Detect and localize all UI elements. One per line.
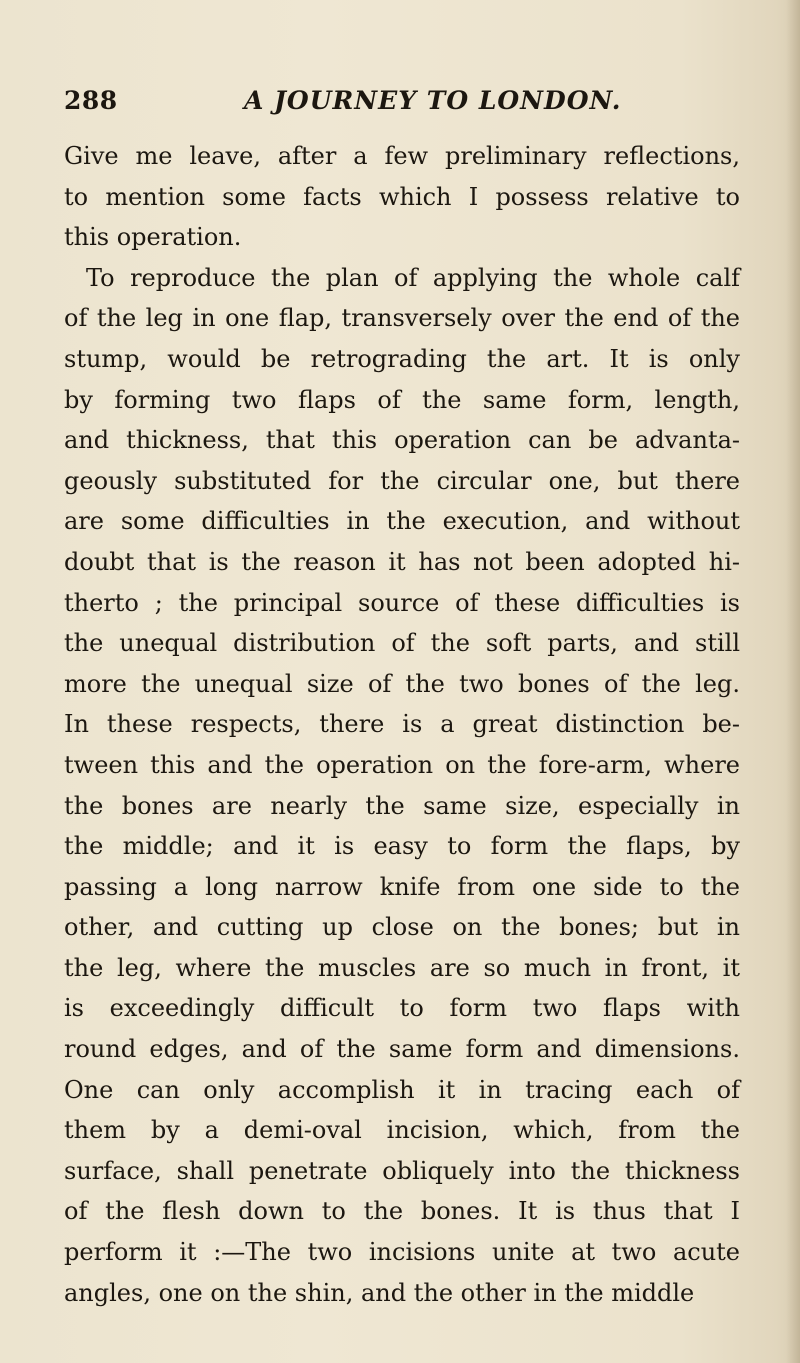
text-line: To reproduce the plan of applying the whole calf [86,263,740,292]
text-line: Give me leave, after a few preliminary reflections, [64,142,740,170]
text-line: more the unequal size of the two bones of the leg. [64,669,740,698]
text-line: the middle; and it is easy to form the flaps, by [64,832,740,861]
text-line: are some difficulties in the execution, and without [64,507,740,536]
text-line: to mention some facts which I possess relative to [64,182,740,211]
text-line: geously substituted for the circular one, but there [64,466,740,495]
running-title: A JOURNEY TO LONDON. [244,86,622,115]
text-line: angles, one on the shin, and the other in the middle [64,1278,695,1307]
running-header [64,86,744,126]
body-text [64,136,740,1313]
text-line: and thickness, that this operation can be advanta- [64,426,740,455]
text-line: is exceedingly difficult to form two flaps with [64,994,740,1023]
text-line: One can only accomplish it in tracing each of [64,1075,740,1104]
text-line: this operation. [64,223,242,252]
text-line: of the leg in one flap, transversely over the end of the [64,304,740,333]
text-line: the leg, where the muscles are so much in front, it [64,953,740,982]
text-line: the bones are nearly the same size, especially in [64,791,740,820]
text-line: passing a long narrow knife from one side to the [64,872,740,901]
text-line: perform it :—The two incisions unite at two acute [64,1238,740,1267]
text-line: stump, would be retrograding the art. It is only [64,344,740,373]
text-line: the unequal distribution of the soft parts, and still [64,629,740,658]
text-line: therto ; the principal source of these difficulties is [64,588,740,617]
text-line: of the flesh down to the bones. It is thus that I [64,1197,740,1226]
text-line: them by a demi-oval incision, which, from the [64,1116,740,1145]
text-line: round edges, and of the same form and dimensions. [64,1035,740,1064]
text-line: other, and cutting up close on the bones; but in [64,913,740,942]
page-number: 288 [64,86,118,115]
text-line: by forming two flaps of the same form, length, [64,385,740,414]
text-line: doubt that is the reason it has not been adopted hi- [64,547,740,576]
page-edge-shadow [786,0,800,1363]
text-line: surface, shall penetrate obliquely into the thickness [64,1156,740,1185]
text-line: tween this and the operation on the fore-arm, where [64,750,740,779]
text-line: In these respects, there is a great distinction be- [64,710,740,739]
